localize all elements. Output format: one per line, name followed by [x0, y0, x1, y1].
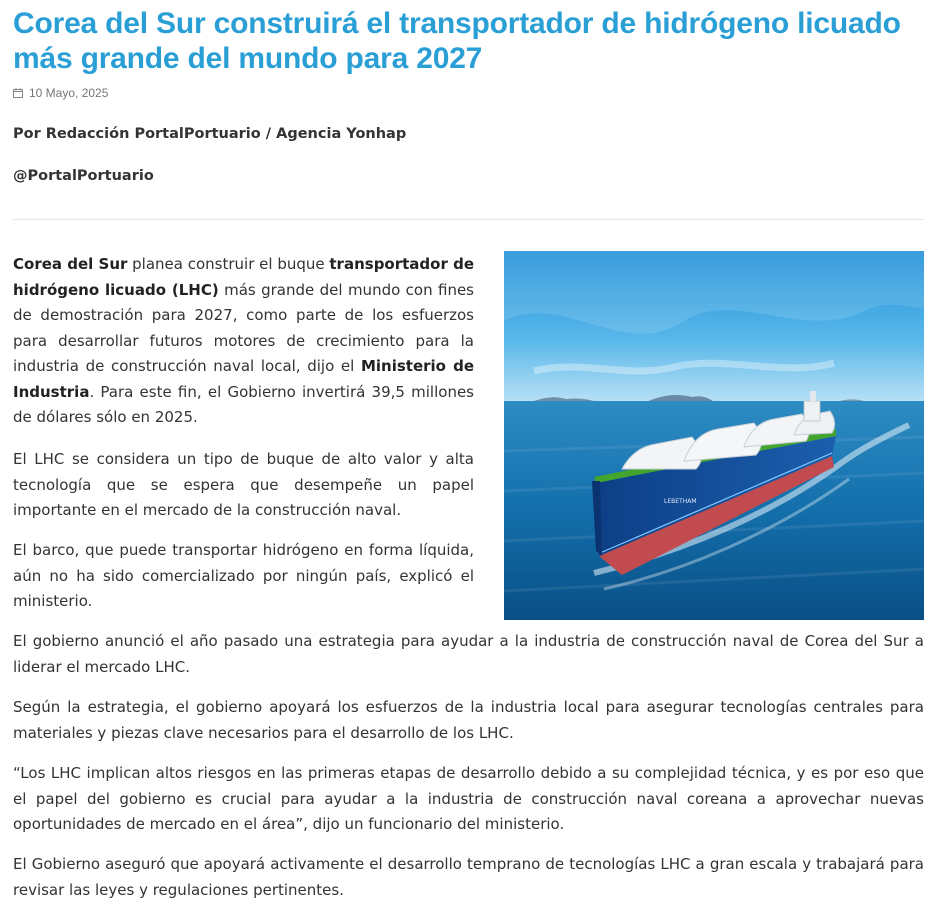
divider [13, 219, 924, 220]
paragraph-strong: Ministerio de Industria [13, 357, 474, 401]
ship-name: LEBETHAM [664, 498, 697, 505]
social-handle: @PortalPortuario [13, 168, 154, 184]
paragraph: El Gobierno aseguró que apoyará activamente el desarrollo temprano de tecnologías LHC a gran escala y trabajará para revisar las leyes y regulaciones pertinentes. [13, 855, 924, 899]
paragraph: Según la estrategia, el gobierno apoyará los esfuerzos de la industria local para asegurar tecnologías centrales para materiales y piezas clave necesarios para el desarrollo de los LHC. [13, 698, 924, 742]
date-text: 10 Mayo, 2025 [29, 86, 109, 100]
article-byline: Por Redacción PortalPortuario / Agencia Yonhap [13, 126, 407, 142]
paragraph-strong: transportador de hidrógeno licuado (LHC) [13, 255, 474, 299]
paragraph: “Los LHC implican altos riesgos en las primeras etapas de desarrollo debido a su complejidad técnica, y es por eso que el papel del gobierno es crucial para ayudar a la industria de construcción naval coreana a aprovechar nuevas oportunidades de mercado en el área”, dijo un funcionario del ministerio. [13, 764, 924, 833]
paragraph-text: más grande del mundo con fines de demostración para 2027, como parte de los esfuerzos para desarrollar futuros motores de crecimiento para la industria de construcción naval local, dijo el [13, 280, 474, 375]
paragraph: El gobierno anunció el año pasado una estrategia para ayudar a la industria de construcción naval de Corea del Sur a liderar el mercado LHC. [13, 632, 924, 676]
calendar-icon [13, 88, 23, 98]
article-image [504, 251, 924, 620]
paragraph: El barco, que puede transportar hidrógeno en forma líquida, aún no ha sido comercializado por ningún país, explicó el ministerio. [13, 541, 474, 610]
paragraph-text: planea construir el buque [127, 255, 330, 273]
paragraph: El LHC se considera un tipo de buque de alto valor y alta tecnología que se espera que desempeñe un papel importante en el mercado de la construcción naval. [13, 450, 474, 519]
paragraph [13, 252, 474, 431]
article-title: Corea del Sur construirá el transportador de hidrógeno licuado más grande del mundo para 2027 [13, 7, 901, 75]
paragraph-strong: Corea del Sur [13, 255, 128, 273]
paragraph-text: . Para este fin, el Gobierno invertirá 39,5 millones de dólares sólo en 2025. [13, 382, 474, 426]
article-date [13, 85, 108, 101]
